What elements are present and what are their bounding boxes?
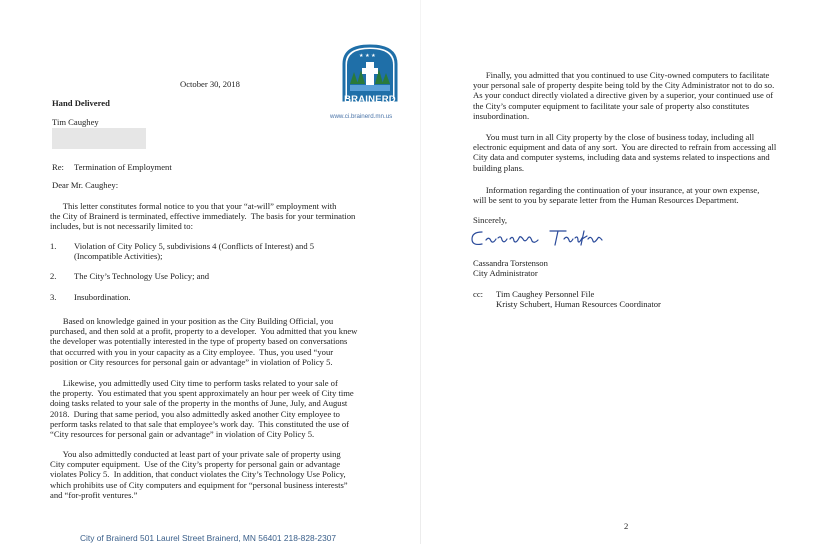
body-paragraph: Likewise, you admittedly used City time to perform tasks related to your sale of the property. You estimated that you spent approximately an hour per week of City time doing tasks related to your sale of the property in the months of June, July, and August 2018. During that same period, you also admittedly asked another City employee to perform tasks related to that sale that employee’s work day. This constituted the use of “City resources for personal gain or advantage” in violation of City Policy 5.	[50, 378, 354, 440]
reason-number: 1.	[50, 241, 57, 251]
subject-label: Re:	[52, 162, 64, 172]
page-number: 2	[624, 521, 629, 531]
reason-number: 2.	[50, 271, 57, 281]
reason-number: 3.	[50, 292, 57, 302]
reason-text: Insubordination.	[74, 292, 131, 302]
body-paragraph: Based on knowledge gained in your position as the City Building Official, you purchased, and then sold at a profit, property to a developer. You admitted that you knew the developer was potentially interested in the type of property based on conversations that occurred with you in your capacity as a City employee. Thus, you used “your position or City resources for personal gain or advantage” in violation of Policy 5.	[50, 316, 358, 367]
salutation: Dear Mr. Caughey:	[52, 180, 119, 190]
cc-recipient: Kristy Schubert, Human Resources Coordinator	[496, 299, 661, 309]
cc-recipient: Tim Caughey Personnel File	[496, 289, 595, 299]
cc-label: cc:	[473, 289, 484, 299]
closing: Sincerely,	[473, 215, 508, 225]
page-gutter	[420, 0, 421, 544]
body-paragraph: Information regarding the continuation of your insurance, at your own expense, will be sent to you by separate letter from the Human Resources Department.	[473, 185, 760, 206]
signature-graphic	[468, 226, 608, 250]
body-paragraph: Finally, you admitted that you continued to use City-owned computers to facilitate your personal sale of property despite being told by the City Administrator not to do so. As your conduct directly violated a directive given by a superior, your continued use of the City’s computer equipment to facilitate your sale of property also constitutes insubordination.	[473, 70, 775, 121]
handwritten-signature	[468, 226, 608, 250]
signer-name: Cassandra Torstenson	[473, 258, 548, 268]
recipient-name: Tim Caughey	[52, 117, 99, 127]
brainerd-logo	[340, 42, 400, 110]
logo-wordmark: BRAINERD	[344, 94, 396, 105]
body-paragraph: You also admittedly conducted at least part of your private sale of property using City computer equipment. Use of the City’s property for personal gain or advantage violates Policy 5. In addition, that conduct violates the City’s Technology Use Policy, which prohibits use of City computers and equipment for “personal business interests” and “for-profit ventures.”	[50, 449, 348, 500]
letterhead-footer: City of Brainerd 501 Laurel Street Brainerd, MN 56401 218-828-2307	[80, 533, 337, 543]
reason-text: Violation of City Policy 5, subdivisions 4 (Conflicts of Interest) and 5 (Incompatible Activities);	[74, 241, 315, 262]
svg-text:★ ★ ★: ★ ★ ★	[359, 53, 376, 59]
delivery-method: Hand Delivered	[52, 98, 110, 108]
subject-text: Termination of Employment	[74, 162, 172, 172]
body-paragraph: You must turn in all City property by the close of business today, including all electronic equipment and data of any sort. You are directed to refrain from accessing all City data and computer systems, including data and systems related to inspections and building plans.	[473, 132, 777, 173]
intro-paragraph: This letter constitutes formal notice to you that your “at-will” employment with the City of Brainerd is terminated, effective immediately. The basis for your termination includes, but is not necessarily limited to:	[50, 201, 356, 232]
logo-url[interactable]: www.ci.brainerd.mn.us	[330, 113, 393, 120]
redacted-address	[52, 128, 146, 149]
signer-title: City Administrator	[473, 268, 538, 278]
letter-date: October 30, 2018	[180, 79, 240, 89]
reason-text: The City’s Technology Use Policy; and	[74, 271, 210, 281]
